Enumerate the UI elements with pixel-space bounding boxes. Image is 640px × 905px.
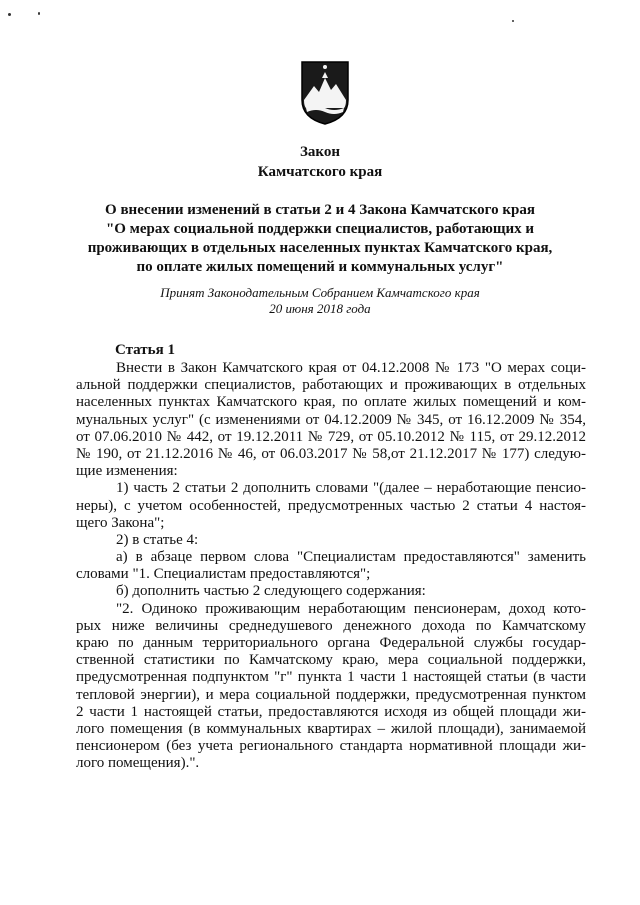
body-line: неры), с учетом особенностей, предусмотренных частью 2 статьи 4 настоя-: [76, 497, 586, 514]
body-line: 1) часть 2 статьи 2 дополнить словами "(далее – неработающие пенсио-: [116, 480, 586, 497]
body-line: предусмотренная подпунктом "г" пункта 1 части 1 настоящей статьи (в части: [76, 669, 586, 686]
body-line: "2. Одиноко проживающим неработающим пенсионерам, доход кото-: [116, 600, 586, 617]
scan-speck: [38, 12, 40, 15]
body-line: щие изменения:: [76, 463, 178, 480]
body-line: а) в абзаце первом слова "Специалистам предоставляются" заменить: [116, 549, 586, 566]
region-label: Камчатского края: [257, 164, 383, 180]
adoption-note: [0, 285, 640, 317]
adoption-body: Принят Законодательным Собранием Камчатского края: [160, 285, 480, 300]
body-line: пенсионером (без учета регионального стандарта нормативной площади жи-: [76, 738, 586, 755]
law-title-line: по оплате жилых помещений и коммунальных услуг": [136, 259, 504, 275]
law-title-line: "О мерах социальной поддержки специалистов, работающих и: [105, 221, 535, 237]
body-line: 2 части 1 настоящей статьи, предоставляются исходя из общей площади жи-: [76, 703, 586, 720]
body-line: ственной статистики по Камчатскому краю, мера социальной поддержки,: [76, 652, 586, 669]
kamchatka-coat-of-arms-icon: [300, 60, 350, 126]
scan-speck: [512, 20, 514, 22]
body-line: тепловой энергии), и мера социальной поддержки, предусмотренная пунктом: [76, 686, 586, 703]
body-line: рых ниже величины среднедушевого денежного дохода по Камчатскому: [76, 617, 586, 634]
body-line: альной поддержки специалистов, работающих и проживающих в отдельных: [76, 377, 586, 394]
body-line: щего Закона";: [76, 514, 165, 531]
article-heading: Статья 1: [115, 342, 175, 358]
body-line: лого помещения).".: [76, 755, 200, 772]
scan-speck: [8, 13, 11, 16]
body-line: 2) в статье 4:: [116, 531, 199, 548]
article-body: [76, 360, 586, 773]
law-title: [60, 201, 580, 277]
body-line: населенных пунктах Камчатского края, по оплате жилых помещений и ком-: [76, 394, 586, 411]
body-line: словами "1. Специалистам предоставляются";: [76, 566, 371, 583]
law-label: Закон: [299, 144, 340, 160]
body-line: от 07.06.2010 № 442, от 19.12.2011 № 729, от 05.10.2012 № 115, от 29.12.2012: [76, 428, 586, 445]
adoption-date: 20 июня 2018 года: [269, 301, 371, 316]
body-line: мунальных услуг" (с изменениями от 04.12.2009 № 345, от 16.12.2009 № 354,: [76, 411, 586, 428]
body-line: лого помещения (в коммунальных квартирах – жилой площади), занимаемой: [76, 720, 586, 737]
body-line: Внести в Закон Камчатского края от 04.12.2008 № 173 "О мерах соци-: [116, 360, 586, 376]
body-line: № 190, от 21.12.2016 № 46, от 06.03.2017 № 58,от 21.12.2017 № 177) следую-: [76, 445, 586, 462]
body-line: б) дополнить частью 2 следующего содержания:: [116, 583, 426, 600]
law-title-line: О внесении изменений в статьи 2 и 4 Закона Камчатского края: [105, 202, 535, 218]
body-line: краю по данным территориального органа Федеральной службы государ-: [76, 635, 586, 651]
law-title-line: проживающих в отдельных населенных пунктах Камчатского края,: [87, 240, 553, 256]
